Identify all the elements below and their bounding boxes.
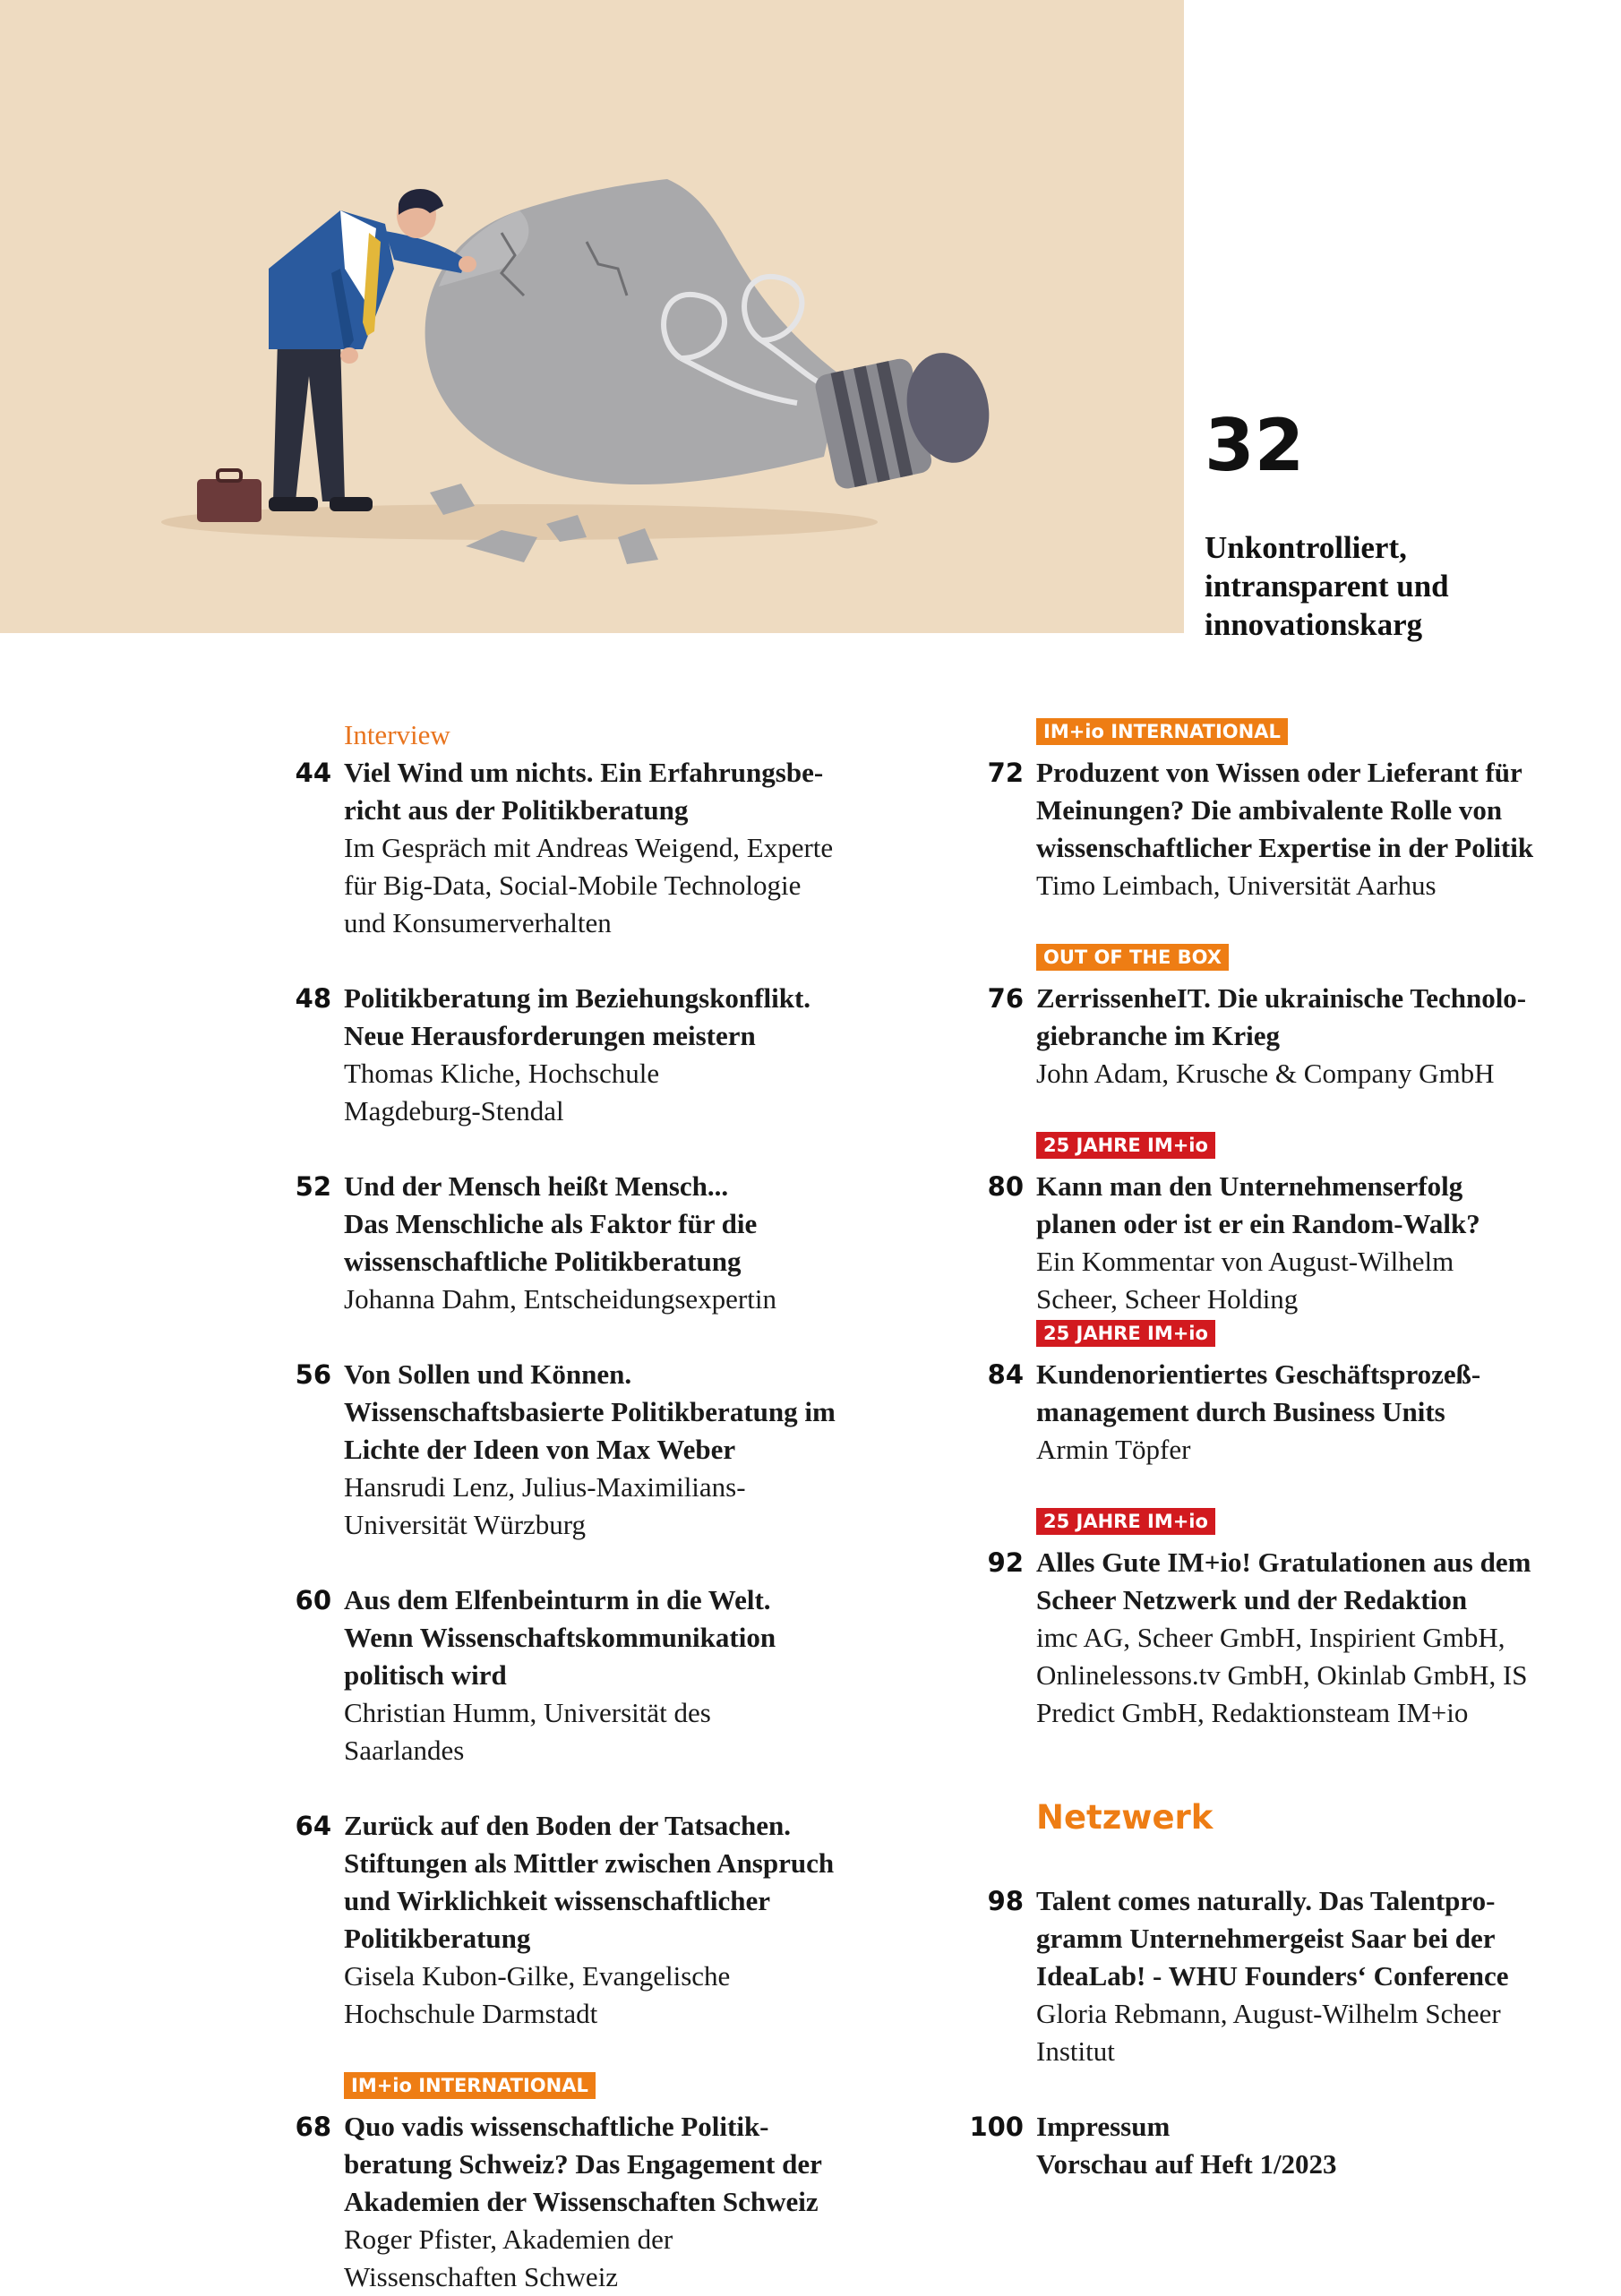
entry-page-number: 44 <box>295 758 331 788</box>
entry-author: Im Gespräch mit Andreas Weigend, Experte für Big-Data, Social-Mobile Technologie und Konsumerverhalten <box>344 832 834 938</box>
entry-title: Alles Gute IM+io! Gratulationen aus dem Scheer Netzwerk und der Redaktion <box>1036 1546 1531 1615</box>
entry-page-number: 48 <box>295 983 331 1014</box>
feature-title[interactable] <box>1205 528 1599 644</box>
tag-international: IM+io INTERNATIONAL <box>344 2072 596 2099</box>
entry-author: Roger Pfister, Akademien der Wissenschaften Schweiz <box>344 2223 673 2292</box>
entry-page-number: 64 <box>295 1811 331 1841</box>
tag-out-of-the-box: OUT OF THE BOX <box>1036 944 1229 971</box>
entry-author: John Adam, Krusche & Company GmbH <box>1036 1058 1495 1089</box>
entry-title: Zurück auf den Boden der Tatsachen. Stiftungen als Mittler zwischen Anspruch und Wirklichkeit wissenschaftlicher Politikberatung <box>344 1810 835 1954</box>
broken-lightbulb-illustration <box>0 0 1184 633</box>
entry-title: ZerrissenheIT. Die ukrainische Technolo- giebranche im Krieg <box>1036 982 1527 1051</box>
entry-page-number: 52 <box>295 1171 331 1202</box>
entry-page-number: 72 <box>987 758 1024 788</box>
entry-title: Kundenorientiertes Geschäftsprozeß- management durch Business Units <box>1036 1358 1481 1427</box>
entry-author: Ein Kommentar von August-Wilhelm Scheer, Scheer Holding <box>1036 1246 1454 1315</box>
entry-page-number: 60 <box>295 1585 331 1615</box>
tag-international: IM+io INTERNATIONAL <box>1036 718 1288 745</box>
entry-title: Impressum Vorschau auf Heft 1/2023 <box>1036 2111 1337 2180</box>
entry-author: Gisela Kubon-Gilke, Evangelische Hochschule Darmstadt <box>344 1960 731 2029</box>
entry-page-number: 56 <box>295 1359 331 1390</box>
feature-page-number: 32 <box>1205 404 1305 487</box>
entry-title: Und der Mensch heißt Mensch... Das Menschliche als Faktor für die wissenschaftliche Politikberatung <box>344 1170 758 1277</box>
entry-author: Christian Humm, Universität des Saarlandes <box>344 1697 711 1766</box>
entry-title: Politikberatung im Beziehungskonflikt. Neue Herausforderungen meistern <box>344 982 811 1051</box>
entry-title: Viel Wind um nichts. Ein Erfahrungsbe- richt aus der Politikberatung <box>344 757 824 826</box>
tag-25-jahre: 25 JAHRE IM+io <box>1036 1320 1215 1347</box>
entry-author: Armin Töpfer <box>1036 1434 1191 1465</box>
feature-title-line: Unkontrolliert, <box>1205 530 1407 565</box>
entry-page-number: 80 <box>987 1171 1024 1202</box>
entry-page-number: 84 <box>987 1359 1024 1390</box>
tag-25-jahre: 25 JAHRE IM+io <box>1036 1132 1215 1159</box>
entry-page-number: 98 <box>987 1886 1024 1916</box>
hero-illustration <box>0 0 1184 633</box>
entry-author: Gloria Rebmann, August-Wilhelm Scheer Institut <box>1036 1998 1501 2067</box>
entry-author: imc AG, Scheer GmbH, Inspirient GmbH, Onlinelessons.tv GmbH, Okinlab GmbH, IS Predict GmbH, Redaktionsteam IM+io <box>1036 1622 1528 1728</box>
entry-title: Quo vadis wissenschaftliche Politik- beratung Schweiz? Das Engagement der Akademien der Wissenschaften Schweiz <box>344 2111 822 2217</box>
entry-title: Von Sollen und Können. Wissenschaftsbasierte Politikberatung im Lichte der Ideen von Max Weber <box>344 1358 836 1465</box>
entry-author: Johanna Dahm, Entscheidungsexpertin <box>344 1283 776 1315</box>
entry-title: Kann man den Unternehmenserfolg planen oder ist er ein Random-Walk? <box>1036 1170 1480 1239</box>
entry-author: Thomas Kliche, Hochschule Magdeburg-Stendal <box>344 1058 660 1127</box>
entry-title: Produzent von Wissen oder Lieferant für Meinungen? Die ambivalente Rolle von wissenschaftlicher Expertise in der Politik <box>1036 757 1534 863</box>
entry-page-number: 100 <box>969 2112 1024 2142</box>
entry-author: Hansrudi Lenz, Julius-Maximilians- Universität Würzburg <box>344 1471 746 1540</box>
entry-title: Talent comes naturally. Das Talentpro- gramm Unternehmergeist Saar bei der IdeaLab! - WHU Founders‘ Conference <box>1036 1885 1509 1992</box>
section-heading-netzwerk: Netzwerk <box>1036 1798 1214 1837</box>
entry-page-number: 92 <box>987 1547 1024 1578</box>
entry-author: Timo Leimbach, Universität Aarhus <box>1036 870 1437 901</box>
rubric-interview: Interview <box>344 719 450 750</box>
feature-title-line: innovationskarg <box>1205 607 1423 642</box>
entry-page-number: 68 <box>295 2112 331 2142</box>
entry-page-number: 76 <box>987 983 1024 1014</box>
entry-title: Aus dem Elfenbeinturm in die Welt. Wenn Wissenschaftskommunikation politisch wird <box>344 1584 776 1691</box>
tag-25-jahre: 25 JAHRE IM+io <box>1036 1508 1215 1535</box>
feature-title-line: intransparent und <box>1205 569 1449 604</box>
